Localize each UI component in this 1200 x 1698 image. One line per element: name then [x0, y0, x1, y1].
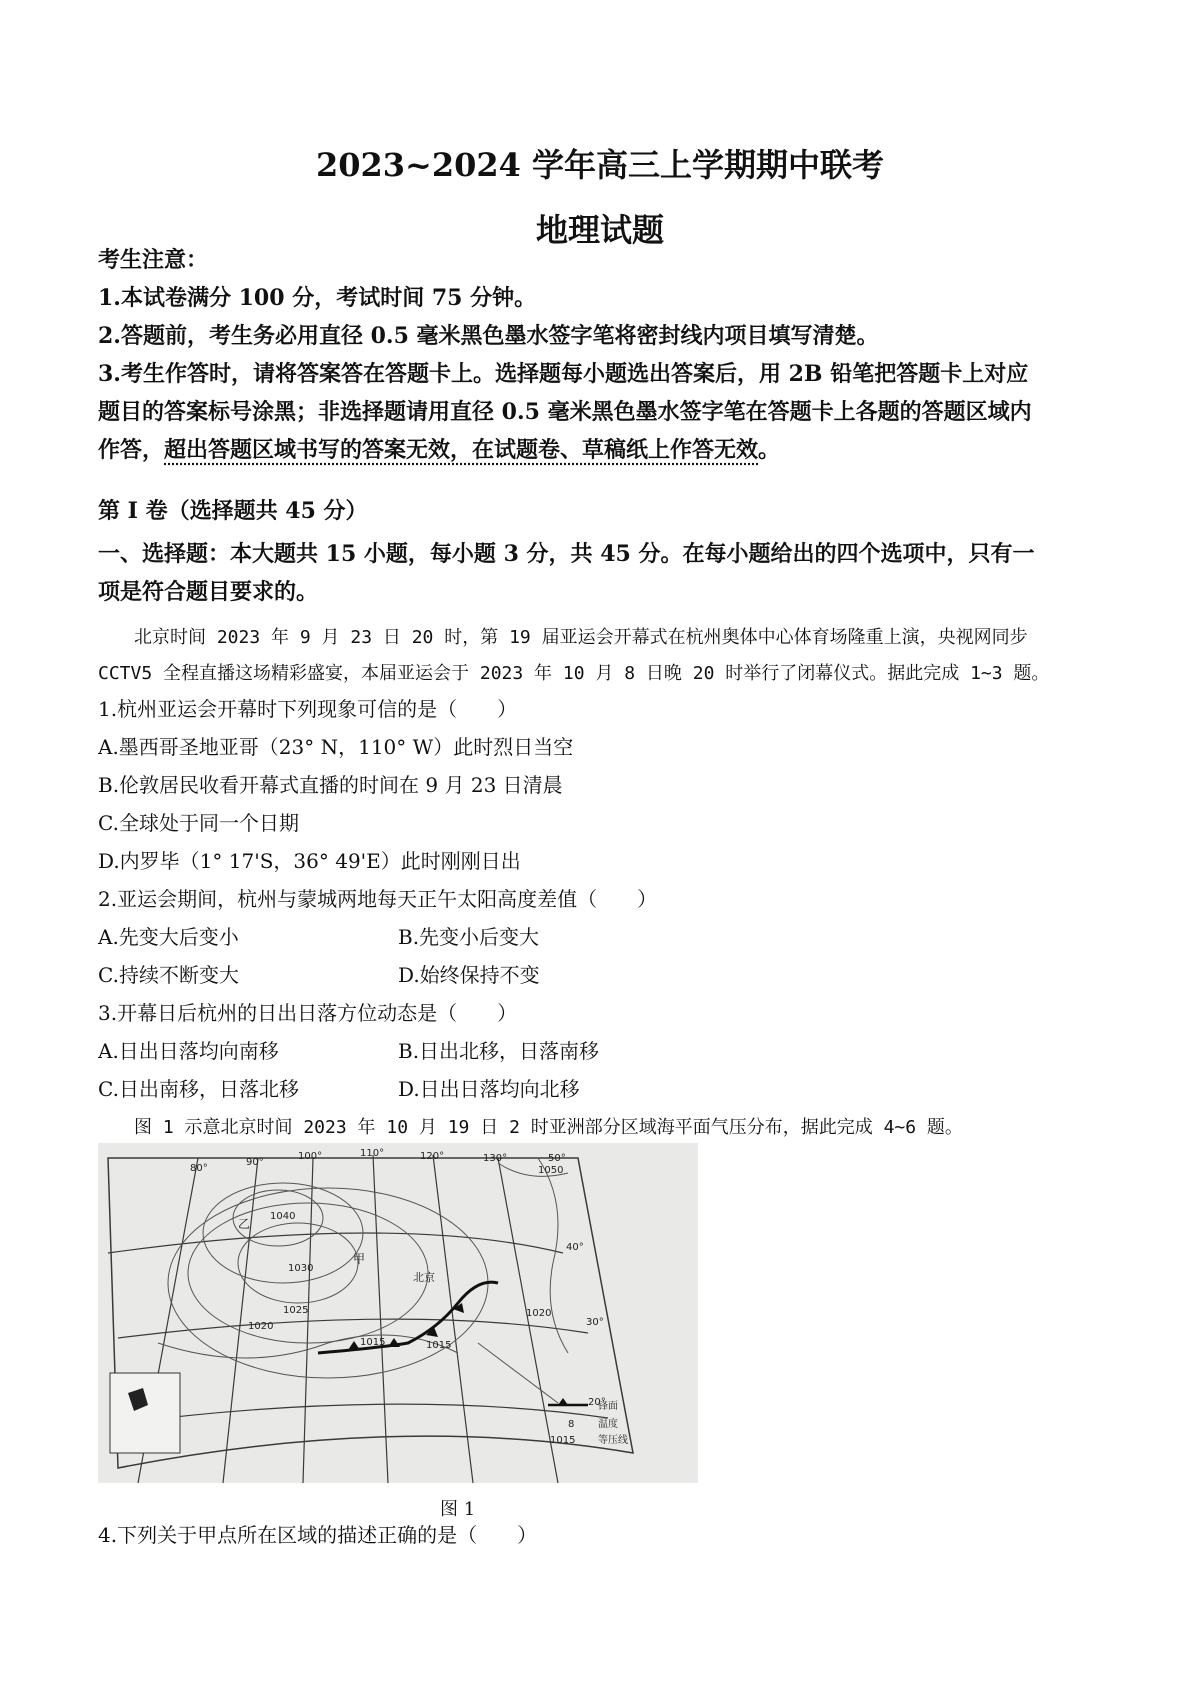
lat-label-30: 30° — [586, 1317, 604, 1328]
passage-1-line-1: 北京时间 2023 年 9 月 23 日 20 时，第 19 届亚运会开幕式在杭州奥体中心体育场隆重上演，央视网同步 — [134, 627, 1028, 648]
legend-front-label: 锋面 — [598, 1401, 618, 1412]
lon-label-120: 120° — [420, 1151, 445, 1162]
question-1-option-a: A.墨西哥圣地亚哥（23° N，110° W）此时烈日当空 — [98, 735, 574, 759]
place-label-yi: 乙 — [238, 1217, 251, 1231]
notice-item-3-line-1: 3.考生作答时，请将答案答在答题卡上。选择题每小题选出答案后，用 2B 铅笔把答题卡上对应 — [98, 361, 1029, 387]
question-1-option-b: B.伦敦居民收看开幕式直播的时间在 9 月 23 日清晨 — [98, 773, 563, 797]
question-3-stem: 3.开幕日后杭州的日出日落方位动态是（ ） — [98, 1001, 518, 1025]
isobar-label: 1040 — [270, 1211, 296, 1222]
notice-item-3-line-2: 题目的答案标号涂黑；非选择题请用直径 0.5 毫米黑色墨水签字笔在答题卡上各题的答题区域内 — [98, 399, 1032, 425]
place-label-jia: 甲 — [353, 1252, 366, 1266]
inset-map — [110, 1373, 180, 1453]
legend-temp-value: 8 — [568, 1419, 575, 1430]
lon-label-130: 130° — [483, 1153, 508, 1164]
lon-label-90: 90° — [246, 1157, 264, 1168]
question-3-option-d: D.日出日落均向北移 — [398, 1077, 580, 1101]
notice-heading: 考生注意： — [98, 247, 209, 273]
passage-2: 图 1 示意北京时间 2023 年 10 月 19 日 2 时亚洲部分区域海平面气压分布，据此完成 4~6 题。 — [134, 1117, 963, 1138]
notice-item-3-pre: 作答， — [98, 437, 165, 463]
lat-label-20: 20° — [588, 1397, 606, 1408]
part1-instructions-line-2: 项是符合题目要求的。 — [98, 579, 319, 605]
question-2-stem: 2.亚运会期间，杭州与蒙城两地每天正午太阳高度差值（ ） — [98, 887, 658, 911]
legend-isobar-value: 1015 — [550, 1435, 576, 1446]
isobar-label: 1030 — [288, 1263, 314, 1274]
legend-temp-label: 温度 — [598, 1419, 618, 1430]
question-3-option-a: A.日出日落均向南移 — [98, 1039, 279, 1063]
isobar-label: 1020 — [526, 1308, 552, 1319]
isobar-label: 1015 — [426, 1340, 452, 1351]
question-2-option-b: B.先变小后变大 — [398, 925, 540, 949]
question-2-option-d: D.始终保持不变 — [398, 963, 540, 987]
notice-emphasis-text: 超出答题区域书写的答案无效，在试题卷、草稿纸上作答无效 — [164, 437, 759, 463]
lat-label-40: 40° — [566, 1242, 584, 1253]
part1-instructions-line-1: 一、选择题：本大题共 15 小题，每小题 3 分，共 45 分。在每小题给出的四个选项中，只有一 — [98, 541, 1035, 567]
question-1-stem: 1.杭州亚运会开幕时下列现象可信的是（ ） — [98, 697, 518, 721]
question-2-option-a: A.先变大后变小 — [98, 925, 239, 949]
notice-item-3-post: 。 — [758, 437, 781, 463]
question-3-option-c: C.日出南移，日落北移 — [98, 1077, 299, 1101]
notice-item-2: 2.答题前，考生务必用直径 0.5 毫米黑色墨水签字笔将密封线内项目填写清楚。 — [98, 323, 879, 349]
isobar-label: 1020 — [248, 1321, 274, 1332]
exam-subject: 地理试题 — [535, 211, 664, 249]
notice-item-3-line-3 — [98, 432, 1118, 468]
question-3-option-b: B.日出北移，日落南移 — [398, 1039, 600, 1063]
notice-item-1: 1.本试卷满分 100 分，考试时间 75 分钟。 — [98, 285, 537, 311]
isobar-label: 1025 — [283, 1305, 309, 1316]
legend-isobar-label: 等压线 — [598, 1435, 628, 1446]
pressure-map-figure — [98, 1143, 698, 1483]
question-2-option-c: C.持续不断变大 — [98, 963, 239, 987]
lon-label-110: 110° — [360, 1148, 385, 1159]
question-4-stem: 4.下列关于甲点所在区域的描述正确的是（ ） — [98, 1523, 538, 1547]
isobar-label: 1015 — [360, 1337, 386, 1348]
part1-heading: 第 I 卷（选择题共 45 分） — [98, 498, 368, 524]
passage-1-line-2: CCTV5 全程直播这场精彩盛宴，本届亚运会于 2023 年 10 月 8 日晚 20 时举行了闭幕仪式。据此完成 1~3 题。 — [98, 663, 1050, 684]
place-label-beijing: 北京 — [413, 1271, 435, 1284]
figure-caption: 图 1 — [440, 1499, 476, 1520]
isobar-label: 1050 — [538, 1165, 564, 1176]
lon-label-80: 80° — [190, 1163, 208, 1174]
exam-title: 2023~2024 学年高三上学期期中联考 — [315, 146, 885, 184]
lat-label-50: 50° — [548, 1153, 566, 1164]
question-1-option-c: C.全球处于同一个日期 — [98, 811, 299, 835]
question-1-option-d: D.内罗毕（1° 17'S，36° 49'E）此时刚刚日出 — [98, 849, 521, 873]
lon-label-100: 100° — [298, 1151, 323, 1162]
map-background — [98, 1143, 698, 1483]
